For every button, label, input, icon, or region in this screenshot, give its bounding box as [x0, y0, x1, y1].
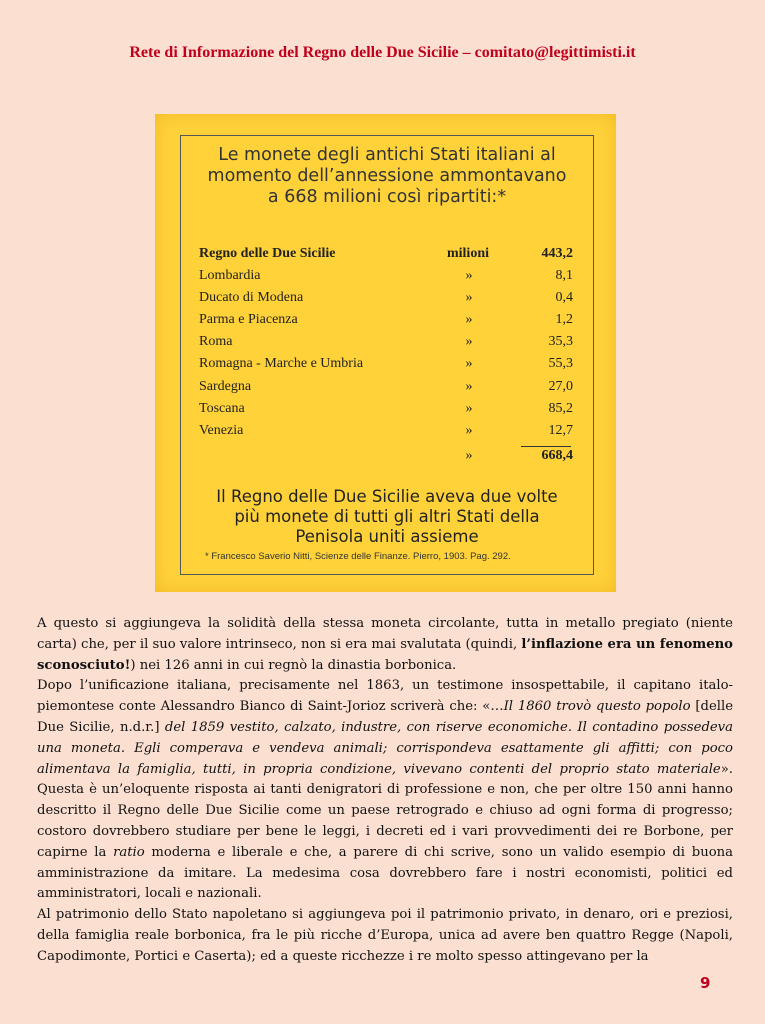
article-body — [37, 614, 733, 968]
table-title — [181, 145, 593, 208]
quote-text: …Il 1860 trovò questo popolo — [490, 699, 691, 715]
table-row — [181, 356, 593, 378]
conclusion-line: Penisola uniti assieme — [295, 527, 479, 546]
unit-label: milioni — [446, 246, 489, 261]
unit-label: » — [465, 356, 473, 371]
table-row-header — [181, 246, 593, 268]
state-name: Ducato di Modena — [199, 290, 304, 305]
unit-label: » — [465, 379, 473, 394]
unit-label: » — [465, 334, 473, 349]
table-row — [181, 290, 593, 312]
state-value: 443,2 — [541, 246, 573, 261]
state-value: 0,4 — [555, 290, 573, 305]
state-value: 1,2 — [555, 312, 573, 327]
state-value: 12,7 — [548, 423, 573, 438]
table-title-line: momento dell’annessione ammontavano — [207, 166, 567, 186]
state-name: Parma e Piacenza — [199, 312, 298, 327]
state-name: Lombardia — [199, 268, 261, 283]
table-row — [181, 379, 593, 401]
state-name: Romagna - Marche e Umbria — [199, 356, 364, 371]
state-name: Regno delle Due Sicilie — [199, 246, 336, 261]
state-name: Venezia — [199, 423, 244, 438]
table-row — [181, 423, 593, 445]
table-row — [181, 268, 593, 290]
state-value: 27,0 — [548, 379, 573, 394]
unit-label: » — [465, 423, 473, 438]
unit-label: » — [465, 268, 473, 283]
table-row — [181, 401, 593, 423]
state-name: Sardegna — [199, 379, 252, 394]
total-value: 668,4 — [541, 448, 573, 463]
quote-text: del 1859 vestito, calzato, industre, con riserve economiche. Il contadino possedeva una moneta. Egli comperava e vendeva animali; corrispondeva esattamente gli affitti; con poco alimentava la famiglia, tutti, in propria condizione, vivevano contenti del proprio stato materiale — [37, 719, 733, 777]
state-value: 85,2 — [548, 401, 573, 416]
state-name: Roma — [199, 334, 233, 349]
state-value: 8,1 — [555, 268, 573, 283]
italic-term: ratio — [113, 844, 145, 860]
text-span: moderna e liberale e che, a parere di chi scrive, sono un valido esempio di buona amministrazione da imitare. La medesima cosa dovrebbero fare i nostri economisti, politici ed amministratori, locali e nazionali. — [37, 844, 733, 902]
table-title-line: a 668 milioni così ripartiti:* — [267, 187, 507, 207]
unit-label: » — [465, 290, 473, 305]
unit-label: » — [465, 312, 473, 327]
unit-label: » — [465, 448, 473, 463]
emphasis-text: l’inflazione era un fenomeno sconosciuto! — [37, 636, 733, 673]
unit-label: » — [465, 401, 473, 416]
state-value: 35,3 — [548, 334, 573, 349]
table-footnote: * Francesco Saverio Nitti, Scienze delle Finanze. Pierro, 1903. Pag. 292. — [205, 551, 511, 562]
text-span: [delle Due Sicilie, n.d.r.] — [37, 699, 734, 735]
paragraph — [37, 614, 733, 676]
paragraph: Al patrimonio dello Stato napoletano si aggiungeva poi il patrimonio privato, in denaro, ori e preziosi, della famiglia reale borbonica, fra le più ricche d’Europa, unica ad avere ben quattro Regge (Napoli, Capodimonte, Portici e Caserta); ed a queste ricchezze i re molto spesso attingevano per la — [37, 907, 733, 964]
text-span: A questo si aggiungeva la solidità della stessa moneta circolante, tutta in metallo pregiato (niente carta) che, per il suo valore intrinseco, non si era mai svalutata (quindi, — [37, 616, 733, 652]
paragraph — [37, 676, 733, 905]
text-span: ». Questa è un’eloquente risposta ai tanti denigratori di professione e non, che per oltre 150 anni hanno descritto il Regno delle Due Sicilie come un paese retrogrado e chiuso ad ogni forma di progresso; costoro dovrebbero studiare per bene le leggi, i decreti ed i vari provvedimenti dei re Borbone, per capirne la — [37, 761, 733, 860]
coins-table-image — [155, 114, 616, 592]
conclusion-line: Il Regno delle Due Sicilie aveva due volte — [216, 487, 558, 506]
text-span: Dopo l’unificazione italiana, precisamente nel 1863, un testimone insospettabile, il capitano italo-piemontese conte Alessandro Bianco di Saint-Jorioz scriverà che: « — [37, 678, 733, 715]
table-title-line: Le monete degli antichi Stati italiani al — [218, 145, 556, 165]
state-name: Toscana — [199, 401, 245, 416]
coins-table-frame — [180, 135, 594, 575]
conclusion-line: più monete di tutti gli altri Stati della — [234, 507, 540, 526]
table-row-total — [181, 448, 593, 470]
page-header: Rete di Informazione del Regno delle Due Sicilie – comitato@legittimisti.it — [129, 44, 636, 61]
table-row — [181, 334, 593, 356]
state-value: 55,3 — [548, 356, 573, 371]
table-conclusion — [181, 487, 593, 547]
page-number: 9 — [700, 974, 711, 992]
table-row — [181, 312, 593, 334]
total-divider — [521, 446, 571, 447]
text-span: ) nei 126 anni in cui regnò la dinastia borbonica. — [130, 657, 457, 673]
